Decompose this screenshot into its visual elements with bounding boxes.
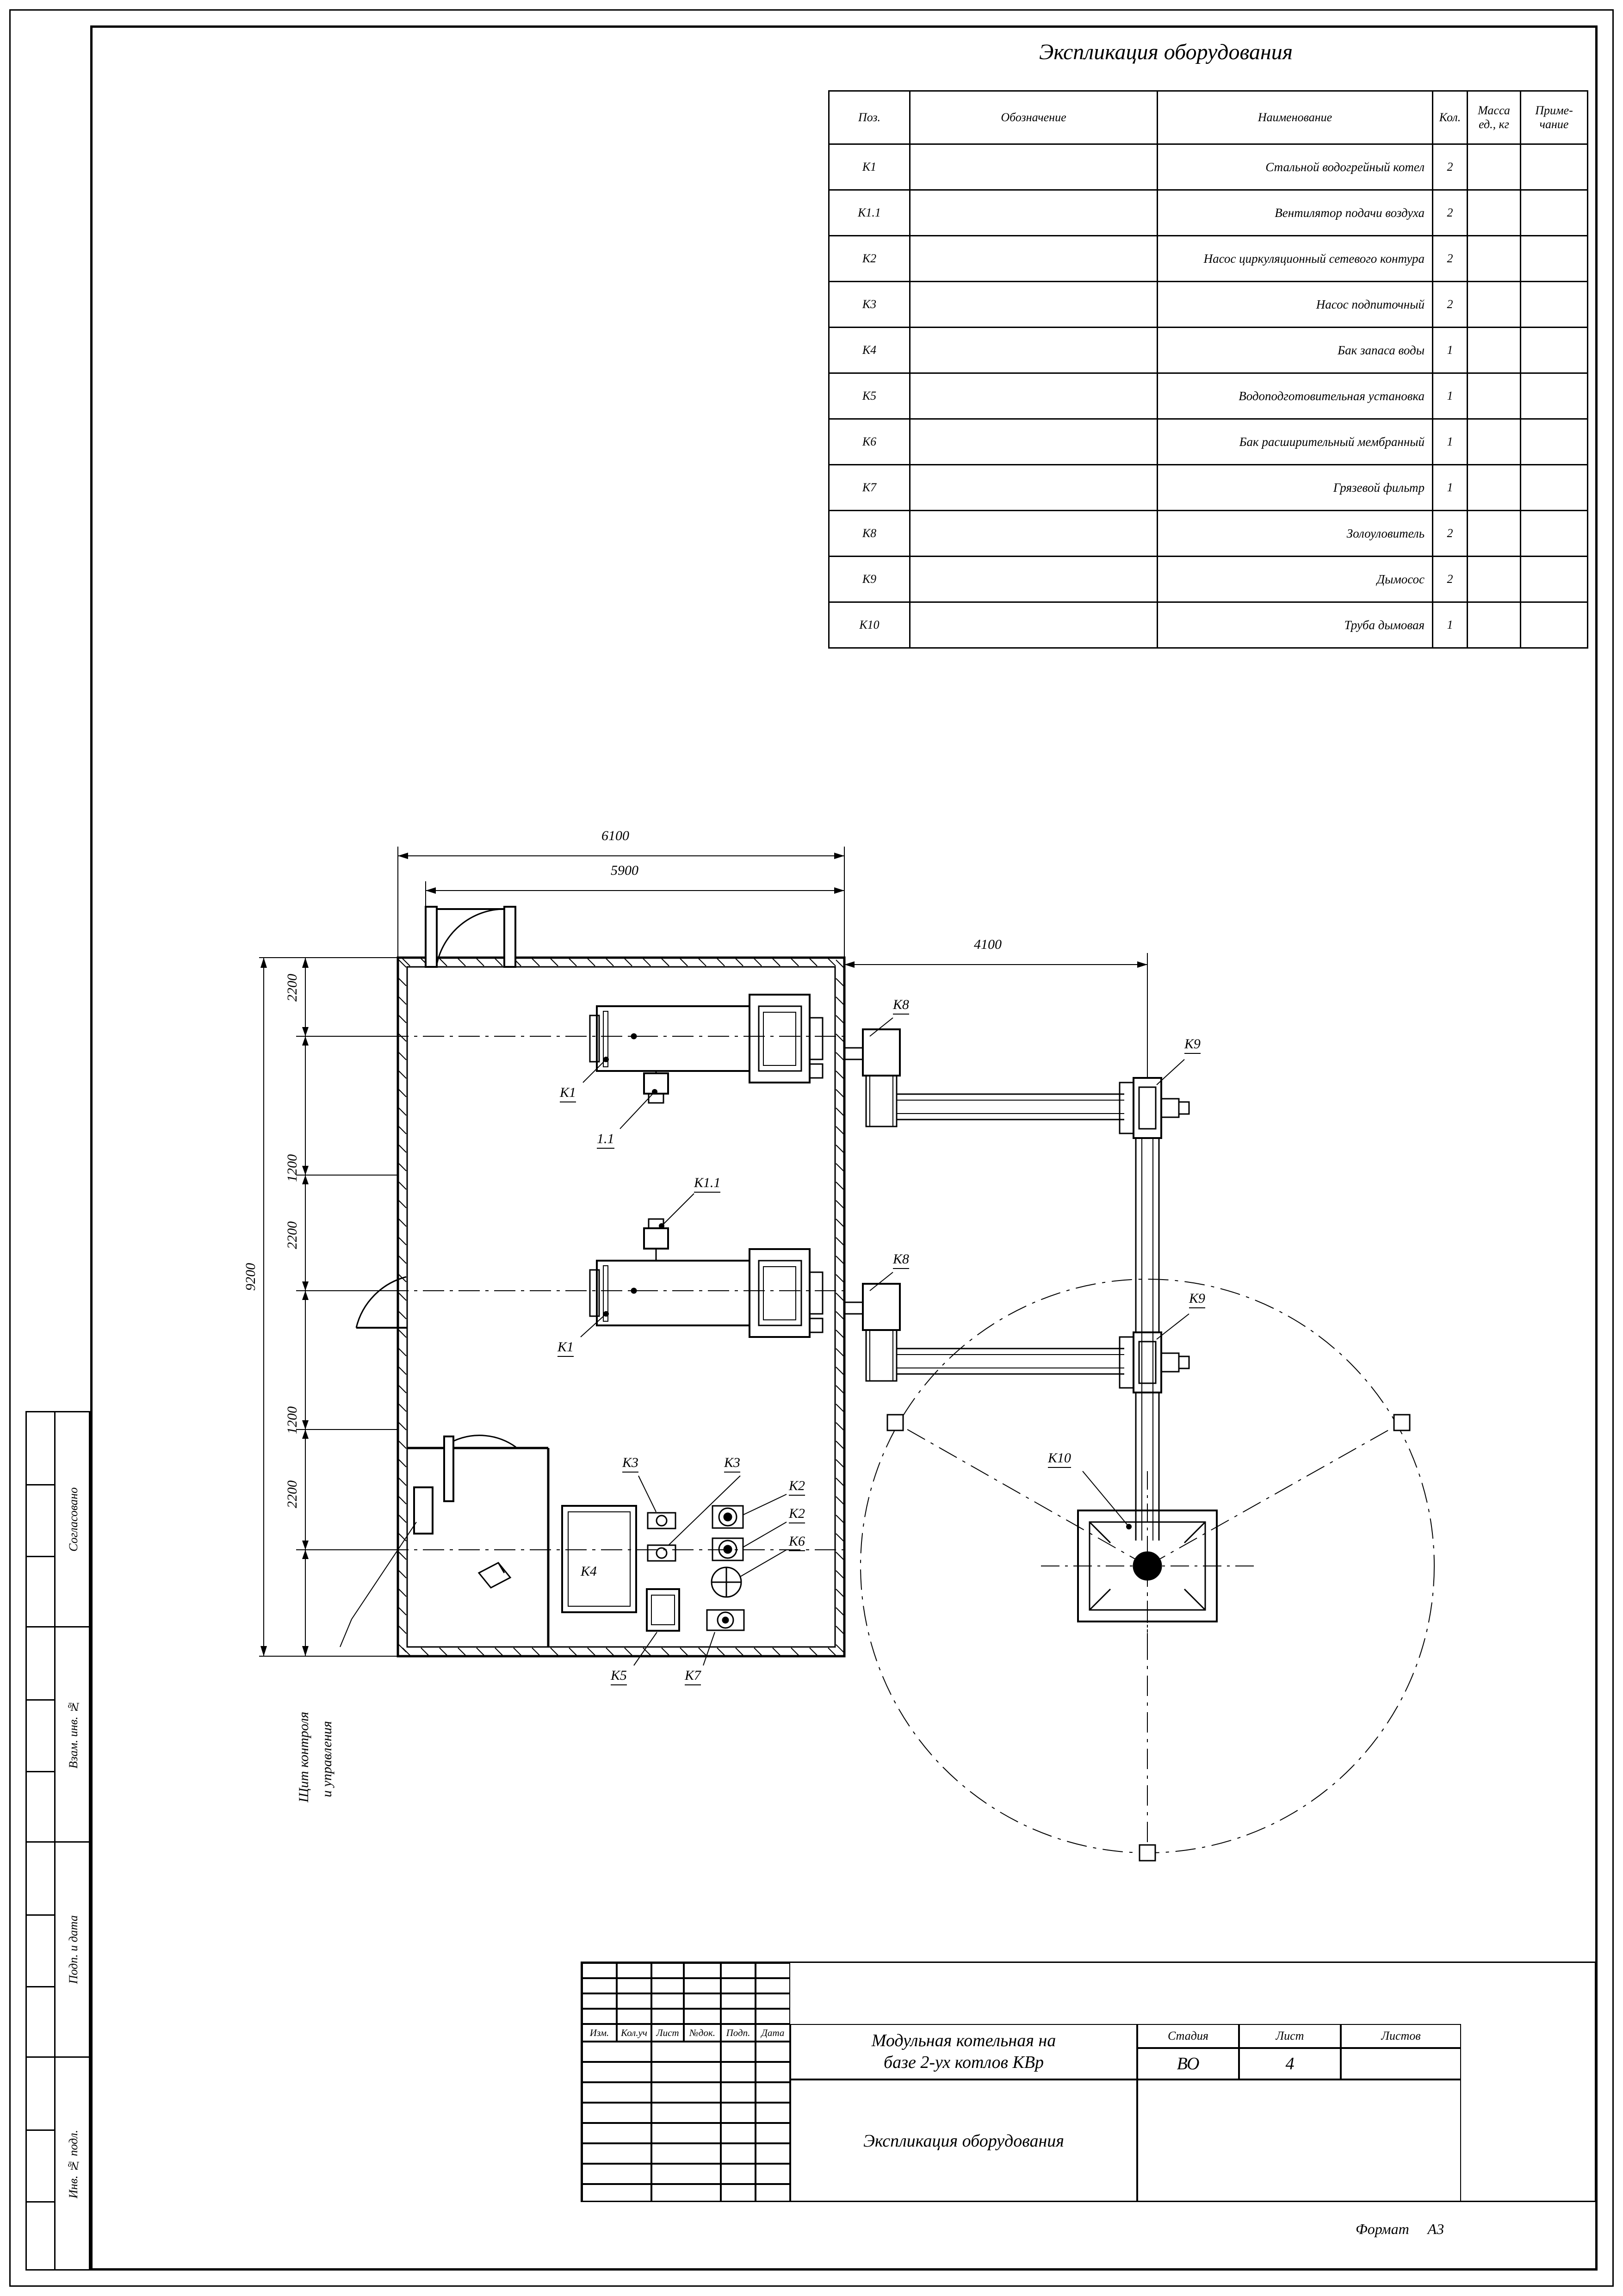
cell-oboz	[910, 465, 1158, 511]
label-k6: К6	[789, 1534, 805, 1551]
cell-mass	[1468, 511, 1521, 557]
label-k1-top: К1	[560, 1085, 576, 1102]
cell-mass	[1468, 465, 1521, 511]
cell-oboz	[910, 282, 1158, 328]
cell-name: Грязевой фильтр	[1158, 465, 1433, 511]
col-header-pos: Поз.	[829, 91, 910, 144]
cell-pos: К8	[829, 511, 910, 557]
left-stamp-row	[27, 1843, 89, 2058]
label-k11-mid: К1.1	[694, 1175, 720, 1193]
cell-pos: К9	[829, 557, 910, 602]
label-k8-top: К8	[893, 997, 909, 1015]
table-row	[829, 557, 1588, 602]
cell-pos: К3	[829, 282, 910, 328]
cell-kol: 2	[1433, 282, 1468, 328]
cell-prim	[1521, 373, 1588, 419]
cell-mass	[1468, 144, 1521, 190]
list-value: 4	[1239, 2048, 1341, 2079]
cell-oboz	[910, 419, 1158, 465]
table-row	[829, 465, 1588, 511]
label-k5: К5	[611, 1668, 627, 1685]
cell-prim	[1521, 465, 1588, 511]
cell-prim	[1521, 190, 1588, 236]
cell-mass	[1468, 236, 1521, 282]
cell-kol: 2	[1433, 236, 1468, 282]
col-header-mass	[1468, 91, 1521, 144]
lists-header: Листов	[1341, 2024, 1461, 2048]
cell-prim	[1521, 557, 1588, 602]
left-stamp-split	[27, 1843, 56, 2056]
label-k2-a: К2	[789, 1478, 805, 1496]
dim-seg-1: 2200	[285, 974, 300, 1002]
rev-header-koluch: Кол.уч	[617, 2024, 651, 2042]
label-k9-top: К9	[1184, 1036, 1201, 1054]
rev-header-ndok: №док.	[684, 2024, 721, 2042]
cell-name: Водоподготовительная установка	[1158, 373, 1433, 419]
cell-oboz	[910, 328, 1158, 373]
cell-mass	[1468, 373, 1521, 419]
cell-kol: 1	[1433, 419, 1468, 465]
cell-pos: К4	[829, 328, 910, 373]
cell-kol: 1	[1433, 602, 1468, 648]
dim-seg-3: 2200	[285, 1221, 300, 1249]
table-row	[829, 602, 1588, 648]
label-k2-b: К2	[789, 1506, 805, 1523]
cell-mass	[1468, 190, 1521, 236]
organisation-block	[1137, 2079, 1461, 2202]
cell-kol: 2	[1433, 144, 1468, 190]
dim-seg-2: 1200	[285, 1154, 300, 1182]
cell-name: Стальной водогрейный котел	[1158, 144, 1433, 190]
col-header-kol: Кол.	[1433, 91, 1468, 144]
cell-mass	[1468, 328, 1521, 373]
cell-prim	[1521, 144, 1588, 190]
lists-value	[1341, 2048, 1461, 2079]
col-header-mass-line2: ед., кг	[1479, 118, 1509, 131]
cell-name: Насос подпиточный	[1158, 282, 1433, 328]
dim-right-span: 4100	[974, 937, 1002, 952]
dim-top-outer: 6100	[601, 828, 629, 843]
label-k3-b: К3	[724, 1455, 740, 1473]
left-stamp-label	[56, 2058, 92, 2271]
list-header: Лист	[1239, 2024, 1341, 2048]
cell-oboz	[910, 190, 1158, 236]
table-row	[829, 190, 1588, 236]
cell-pos: К7	[829, 465, 910, 511]
label-control-panel-line2: и управления	[319, 1721, 335, 1797]
label-k4: К4	[581, 1564, 597, 1579]
stage-value: ВО	[1137, 2048, 1239, 2079]
cell-mass	[1468, 557, 1521, 602]
col-header-prim-line1: Приме-	[1535, 104, 1573, 118]
label-k11-top: 1.1	[597, 1131, 614, 1149]
rev-header-data: Дата	[756, 2024, 790, 2042]
table-row	[829, 328, 1588, 373]
left-stamp-text: Инв. № подл.	[67, 2129, 80, 2199]
col-header-prim	[1521, 91, 1588, 144]
left-stamp-text: Взам. инв. №	[67, 1700, 80, 1769]
cell-kol: 1	[1433, 373, 1468, 419]
cell-mass	[1468, 602, 1521, 648]
cell-oboz	[910, 511, 1158, 557]
cell-oboz	[910, 557, 1158, 602]
project-name	[790, 2024, 1137, 2079]
rev-header-list: Лист	[651, 2024, 684, 2042]
cell-prim	[1521, 328, 1588, 373]
col-header-mass-line1: Масса	[1478, 104, 1510, 118]
left-stamp-row	[27, 1628, 89, 1843]
cell-kol: 2	[1433, 511, 1468, 557]
label-k10: К10	[1048, 1450, 1071, 1468]
left-stamp-split	[27, 1412, 56, 1626]
specification-table	[828, 90, 1588, 649]
cell-pos: К5	[829, 373, 910, 419]
specification-title: Экспликация оборудования	[1039, 40, 1293, 64]
project-name-line2: базе 2-ух котлов КВр	[884, 2053, 1044, 2072]
table-row	[829, 236, 1588, 282]
cell-kol: 2	[1433, 557, 1468, 602]
col-header-name: Наименование	[1158, 91, 1433, 144]
table-row	[829, 511, 1588, 557]
label-k8-bottom: К8	[893, 1251, 909, 1269]
cell-name: Бак расширительный мембранный	[1158, 419, 1433, 465]
table-row	[829, 144, 1588, 190]
left-stamp-row	[27, 1412, 89, 1628]
dim-top-inner: 5900	[611, 863, 638, 878]
label-k7: К7	[685, 1668, 701, 1685]
cell-mass	[1468, 282, 1521, 328]
left-stamp-label	[56, 1628, 92, 1841]
cell-kol: 1	[1433, 465, 1468, 511]
table-row	[829, 419, 1588, 465]
project-name-line1: Модульная котельная на	[871, 2030, 1056, 2050]
rev-header-izm: Изм.	[582, 2024, 617, 2042]
cell-name: Бак запаса воды	[1158, 328, 1433, 373]
sheet-title: Экспликация оборудования	[790, 2079, 1137, 2202]
left-stamp-row	[27, 2058, 89, 2271]
left-margin-stamp	[25, 1411, 90, 2271]
dim-seg-4: 1200	[285, 1406, 300, 1434]
left-stamp-text: Подп. и дата	[67, 1915, 80, 1984]
cell-pos: К10	[829, 602, 910, 648]
cell-oboz	[910, 373, 1158, 419]
cell-oboz	[910, 144, 1158, 190]
left-stamp-split	[27, 1628, 56, 1841]
table-row	[829, 282, 1588, 328]
cell-pos: К2	[829, 236, 910, 282]
label-k9-bottom: К9	[1189, 1291, 1205, 1308]
cell-name: Насос циркуляционный сетевого контура	[1158, 236, 1433, 282]
cell-prim	[1521, 419, 1588, 465]
rev-header-podp: Подп.	[721, 2024, 756, 2042]
label-control-panel-line1: Щит контроля	[296, 1712, 311, 1803]
cell-name: Труба дымовая	[1158, 602, 1433, 648]
col-header-prim-line2: чание	[1539, 118, 1569, 131]
cell-name: Золоуловитель	[1158, 511, 1433, 557]
left-stamp-label	[56, 1843, 92, 2056]
left-stamp-text: Согласовано	[67, 1487, 80, 1552]
cell-name: Вентилятор подачи воздуха	[1158, 190, 1433, 236]
dim-seg-5: 2200	[285, 1480, 300, 1508]
cell-pos: К6	[829, 419, 910, 465]
cell-oboz	[910, 602, 1158, 648]
cell-oboz	[910, 236, 1158, 282]
stage-header: Стадия	[1137, 2024, 1239, 2048]
cell-prim	[1521, 236, 1588, 282]
cell-prim	[1521, 602, 1588, 648]
col-header-oboz: Обозначение	[910, 91, 1158, 144]
label-k3-a: К3	[622, 1455, 638, 1473]
cell-pos: К1	[829, 144, 910, 190]
dim-left-total: 9200	[243, 1263, 258, 1291]
cell-name: Дымосос	[1158, 557, 1433, 602]
left-stamp-label	[56, 1412, 92, 1626]
cell-mass	[1468, 419, 1521, 465]
cell-kol: 1	[1433, 328, 1468, 373]
cell-kol: 2	[1433, 190, 1468, 236]
left-stamp-split	[27, 2058, 56, 2271]
format-label: Формат	[1356, 2221, 1409, 2237]
table-header-row	[829, 91, 1588, 144]
cell-pos: К1.1	[829, 190, 910, 236]
label-k1-bottom: К1	[558, 1339, 574, 1357]
title-block	[581, 1962, 1596, 2202]
format-note	[1356, 2221, 1444, 2238]
cell-prim	[1521, 282, 1588, 328]
format-value: А3	[1427, 2221, 1444, 2237]
table-row	[829, 373, 1588, 419]
cell-prim	[1521, 511, 1588, 557]
